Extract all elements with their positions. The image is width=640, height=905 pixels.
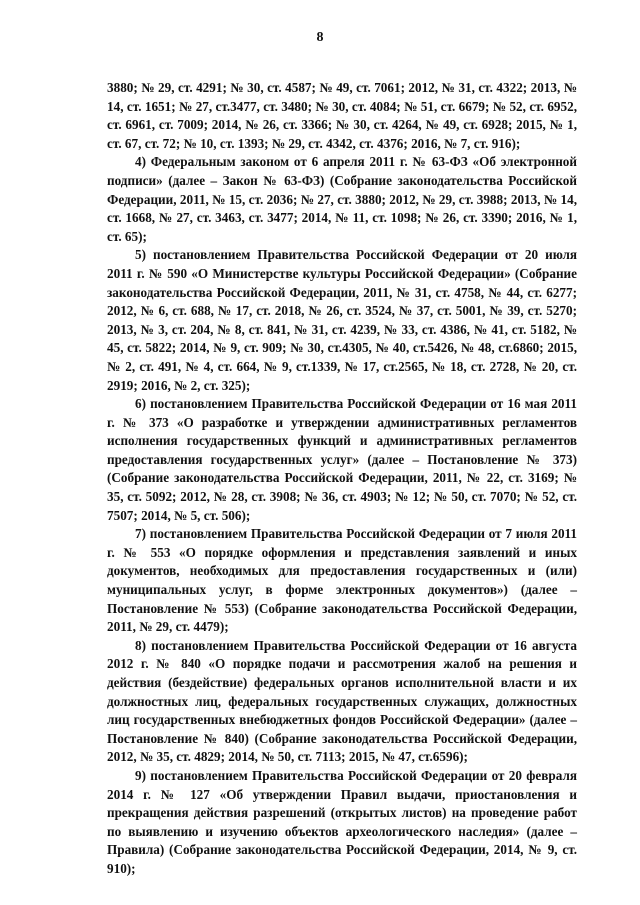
paragraph-item-4: 4) Федеральным законом от 6 апреля 2011 г. № 63-ФЗ «Об электронной подписи» (далее – Закон № 63-ФЗ) (Собрание законодательства Российской Федерации, 2011, № 15, ст. 2036; № 27, ст. 3880; 2012, № 29, ст. 3988; 2013, № 14, ст. 1668, № 27, ст. 3463, ст. 3477; 2014, № 11, ст. 1098; № 26, ст. 3390; 2016, № 1, ст. 65); <box>107 154 577 244</box>
page-number: 8 <box>316 30 324 45</box>
document-body <box>107 79 577 879</box>
paragraph-item-9: 9) постановлением Правительства Российской Федерации от 20 февраля 2014 г. № 127 «Об утверждении Правил выдачи, приостановления и прекращения действия разрешений (открытых листов) на проведение работ по выявлению и изучению объектов археологического наследия» (далее – Правила) (Собрание законодательства Российской Федерации, 2014, № 9, ст. 910); <box>107 767 577 876</box>
paragraph-item-7: 7) постановлением Правительства Российской Федерации от 7 июля 2011 г. № 553 «О порядке оформления и представления заявлений и иных документов, необходимых для предоставления государственных и (или) муниципальных услуг, в форме электронных документов») (далее – Постановление № 553) (Собрание законодательства Российской Федерации, 2011, № 29, ст. 4479); <box>107 526 577 635</box>
paragraph-item-5: 5) постановлением Правительства Российской Федерации от 20 июля 2011 г. № 590 «О Министерстве культуры Российской Федерации» (Собрание законодательства Российской Федерации, 2011, № 31, ст. 4758, № 44, ст. 6277; 2012, № 6, ст. 688, № 17, ст. 2018, № 26, ст. 3524, № 37, ст. 5001, № 39, ст. 5270; 2013, № 3, ст. 204, № 8, ст. 841, № 31, ст. 4239, № 33, ст. 4386, № 41, ст. 5182, № 45, ст. 5822; 2014, № 9, ст. 909; № 30, ст.4305, № 40, ст.5426, № 48, ст.6860; 2015, № 2, ст. 491, № 4, ст. 664, № 9, ст.1339, № 17, ст.2565, № 18, ст. 2728, № 20, ст. 2919; 2016, № 2, ст. 325); <box>107 247 577 393</box>
paragraph-continuation: 3880; № 29, ст. 4291; № 30, ст. 4587; № 49, ст. 7061; 2012, № 31, ст. 4322; 2013, № 14, ст. 1651; № 27, ст.3477, ст. 3480; № 30, ст. 4084; № 51, ст. 6679; № 52, ст. 6952, ст. 6961, ст. 7009; 2014, № 26, ст. 3366; № 30, ст. 4264, № 49, ст. 6928; 2015, № 1, ст. 67, ст. 72; № 10, ст. 1393; № 29, ст. 4342, ст. 4376; 2016, № 7, ст. 916); <box>107 80 577 151</box>
paragraph-item-8: 8) постановлением Правительства Российской Федерации от 16 августа 2012 г. № 840 «О порядке подачи и рассмотрения жалоб на решения и действия (бездействие) федеральных органов исполнительной власти и их должностных лиц, федеральных государственных служащих, должностных лиц государственных внебюджетных фондов Российской Федерации» (далее – Постановление № 840) (Собрание законодательства Российской Федерации, 2012, № 35, ст. 4829; 2014, № 50, ст. 7113; 2015, № 47, ст.6596); <box>107 637 577 765</box>
paragraph-item-6: 6) постановлением Правительства Российской Федерации от 16 мая 2011 г. № 373 «О разработке и утверждении административных регламентов исполнения государственных функций и административных регламентов предоставления государственных услуг» (далее – Постановление № 373) (Собрание законодательства Российской Федерации, 2011, № 22, ст. 3169; № 35, ст. 5092; 2012, № 28, ст. 3908; № 36, ст. 4903; № 12; № 50, ст. 7070; № 52, ст. 7507; 2014, № 5, ст. 506); <box>107 396 577 523</box>
